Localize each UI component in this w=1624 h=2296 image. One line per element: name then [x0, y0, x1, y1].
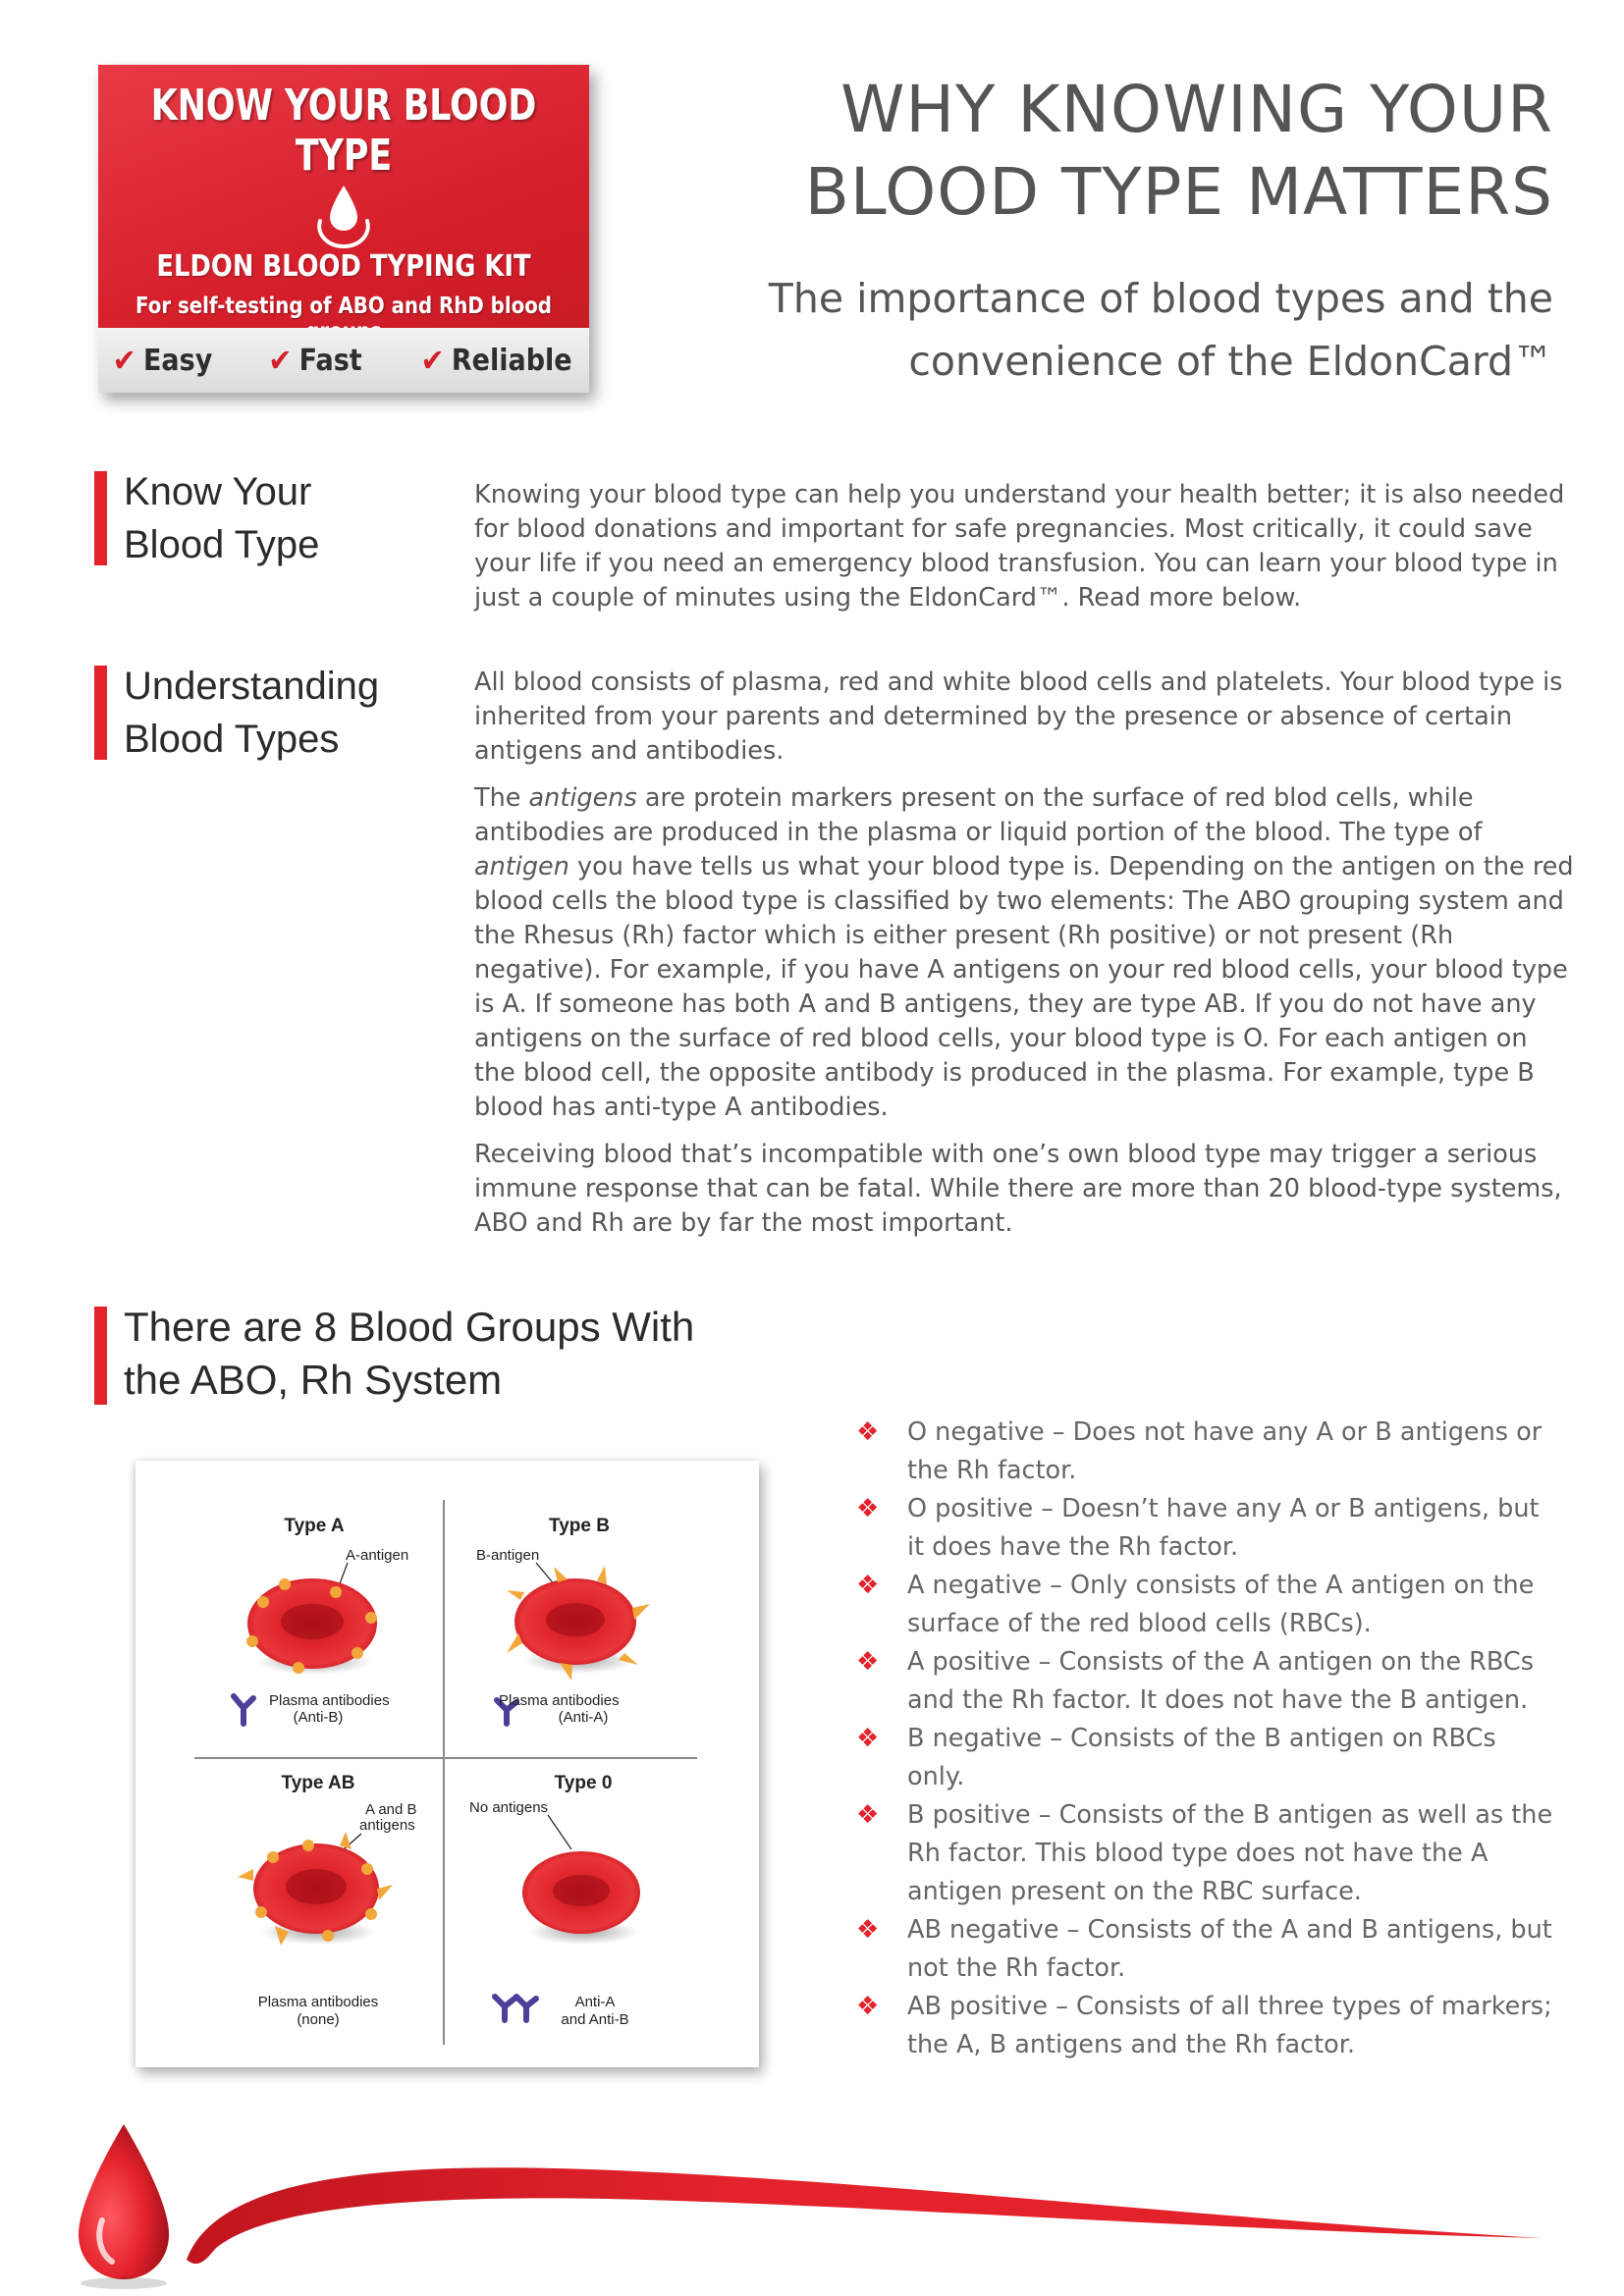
diamond-bullet-icon: ❖ [856, 1992, 880, 2021]
kit-box-image [98, 65, 589, 393]
page-title: WHY KNOWING YOUR BLOOD TYPE MATTERS [804, 72, 1553, 230]
paragraph: The antigens are protein markers present on the surface of red blod cells, while antibodies are produced in the plasma or liquid portion of the blood. The type of antigen you have tells us what your blood type is. Depending on the antigen on the red blood cells the blood type is classified by two elements: The ABO grouping system and the Rhesus (Rh) factor which is either present (Rh positive) or not present (Rh negative). For example, if you have A antigens on your red blood cells, your blood type is A. If someone has both A and B antigens, they are type AB. If you do not have any antigens on the surface of red blood cells, your blood type is O. For each antigen on the blood cell, the opposite antibody is produced in the plasma. For example, type B blood has anti-type A antibodies. [474, 783, 1574, 1122]
diamond-bullet-icon: ❖ [856, 1915, 880, 1945]
red-blood-cell-o-icon [522, 1851, 640, 1934]
paragraph: Knowing your blood type can help you understand your health better; it is also needed for blood donations and important for safe pregnancies. Most critically, it could save your life if you need an emergency blood transfusion. You can learn your blood type in just a couple of minutes using the EldonCard™. Read more below. [474, 480, 1565, 613]
section-body-know [474, 478, 1576, 628]
check-icon: ✔ [268, 342, 293, 379]
type-b-callout: B-antigen [476, 1547, 540, 1564]
blood-groups-list [852, 1414, 1554, 2064]
kit-title: KNOW YOUR BLOOD TYPE [150, 80, 537, 181]
paragraph: All blood consists of plasma, red and white blood cells and platelets. Your blood type is inherited from your parents and determined by the presence or absence of certain antigens and antibodies. [474, 667, 1563, 766]
kit-feature-band [98, 328, 589, 393]
paragraph: Receiving blood that’s incompatible with one’s own blood type may trigger a serious immune response that can be fatal. While there are more than 20 blood-type systems, ABO and Rh are by far the most important. [474, 1140, 1562, 1238]
type-a-title: Type A [284, 1516, 345, 1536]
list-item: ❖ O positive – Doesn’t have any A or B antigens, but it does have the Rh factor. [852, 1490, 1554, 1567]
list-item: ❖ AB positive – Consists of all three types of markers; the A, B antigens and the Rh factor. [852, 1988, 1554, 2064]
list-item: ❖ B negative – Consists of the B antigen on RBCs only. [852, 1720, 1554, 1796]
section-body-understanding [474, 666, 1576, 1254]
kit-tagline: For self-testing of ABO and RhD blood [135, 294, 552, 319]
type-ab-antibody-type: (none) [297, 2011, 340, 2028]
type-ab-title: Type AB [281, 1773, 355, 1793]
type-a-callout: A-antigen [346, 1547, 409, 1564]
diamond-bullet-icon: ❖ [856, 1647, 880, 1677]
diamond-bullet-icon: ❖ [856, 1571, 880, 1600]
type-b-title: Type B [549, 1516, 610, 1536]
kit-feature: ✔ Fast [268, 342, 362, 379]
kit-subtitle: ELDON BLOOD TYPING KIT [156, 249, 531, 284]
list-item: ❖ AB negative – Consists of the A and B antigens, but not the Rh factor. [852, 1911, 1554, 1988]
page-subtitle: The importance of blood types and the convenience of the EldonCard™ [768, 275, 1553, 385]
check-icon: ✔ [420, 342, 445, 379]
check-icon: ✔ [112, 342, 136, 379]
type-o-title: Type 0 [554, 1773, 613, 1793]
quadrant-type-ab [238, 1773, 417, 2028]
type-b-antibody-type: (Anti-A) [558, 1709, 609, 1726]
list-item: ❖ O negative – Does not have any A or B antigens or the Rh factor. [852, 1414, 1554, 1490]
diamond-bullet-icon: ❖ [856, 1724, 880, 1753]
list-item: ❖ A positive – Consists of the A antigen on the RBCs and the Rh factor. It does not have the B antigen. [852, 1643, 1554, 1720]
diamond-bullet-icon: ❖ [856, 1800, 880, 1830]
type-o-antibody-type: and Anti-B [561, 2011, 629, 2028]
quadrant-type-b [476, 1516, 650, 1726]
type-ab-callout-1: A and B [365, 1801, 417, 1818]
footer-swoosh [177, 2140, 1551, 2287]
type-o-callout: No antigens [469, 1799, 549, 1816]
list-item: ❖ B positive – Consists of the B antigen as well as the Rh factor. This blood type does not have the A antigen present on the RBC surface. [852, 1796, 1554, 1911]
blood-drop-logo-icon [65, 2118, 183, 2293]
section-heading-understanding-blood-types: Understanding Blood Types [94, 660, 379, 766]
type-ab-antibody-label: Plasma antibodies [257, 1994, 379, 2010]
type-a-antibody-type: (Anti-B) [293, 1709, 344, 1726]
type-o-antibody-label: Anti-A [574, 1994, 616, 2010]
quadrant-type-a [234, 1516, 408, 1726]
kit-feature: ✔ Easy [112, 342, 213, 379]
list-item: ❖ A negative – Only consists of the A antigen on the surface of the red blood cells (RBCs). [852, 1567, 1554, 1643]
type-a-antibody-label: Plasma antibodies [269, 1692, 390, 1709]
section-heading-know-your-blood-type: Know Your Blood Type [94, 465, 319, 571]
type-b-antibody-label: Plasma antibodies [499, 1692, 620, 1709]
diamond-bullet-icon: ❖ [856, 1417, 880, 1447]
blood-types-diagram [135, 1461, 759, 2067]
section-heading-eight-blood-groups: There are 8 Blood Groups With the ABO, Rh System [94, 1301, 694, 1407]
antibody-anti-b-icon [234, 1696, 253, 1724]
kit-feature: ✔ Reliable [420, 342, 572, 379]
quadrant-type-o [469, 1773, 640, 2028]
type-ab-callout-2: antigens [359, 1817, 415, 1834]
diamond-bullet-icon: ❖ [856, 1494, 880, 1523]
antibody-anti-a-and-b-icon [495, 1997, 536, 2020]
